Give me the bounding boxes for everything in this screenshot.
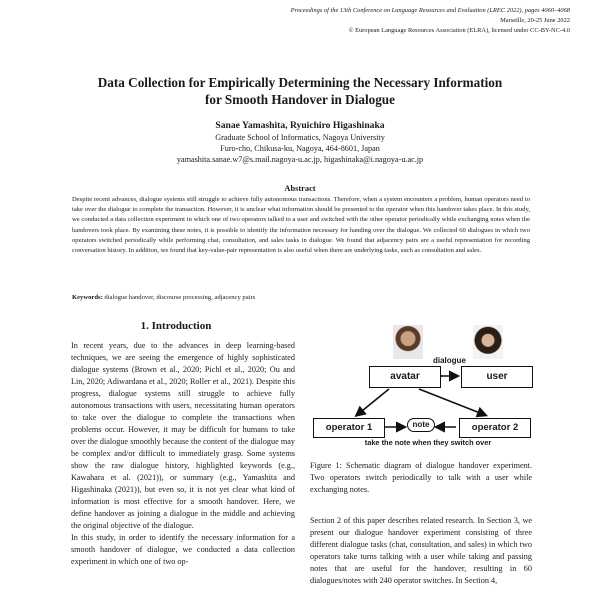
header-line-2: Marseille, 20-25 June 2022 xyxy=(500,17,570,24)
operator-2-box: operator 2 xyxy=(459,418,531,438)
proceedings-header xyxy=(50,6,570,36)
avatar-to-operator2-arrow xyxy=(419,389,485,415)
affiliation-line-2: Furo-cho, Chikusa-ku, Nagoya, 464-8601, Japan xyxy=(220,144,380,153)
keywords-label: Keywords: xyxy=(72,294,103,301)
abstract-text: Despite recent advances, dialogue systems still struggle to achieve fully autonomous transactions. Therefore, when a system encounters a problem, human operators need to take over the dialogue to complete the transaction. However, it is unclear what information should be presented to the operator when this handover takes place. In this study, we conducted a data collection experiment in which one of two operators talked to a user and switched with the other operator periodically while exchanging notes when the handovers took place. By examining these notes, it is possible to identify the information necessary for handing over the dialogue. We collected 60 dialogues in which two operators switched periodically while performing chat, consultation, and sales tasks in dialogue. We found that adjacency pairs are a useful representation for recording conversation history. In addition, we found that key-value-pair representation is also useful when there are underlying tasks, such as consultation and sales. xyxy=(72,196,530,255)
note-box: note xyxy=(407,418,435,432)
header-line-1: Proceedings of the 13th Conference on Language Resources and Evaluation (LREC 2022), pages 4060–4068 xyxy=(290,7,570,14)
title-line-2: for Smooth Handover in Dialogue xyxy=(204,92,395,107)
affiliation xyxy=(0,132,600,165)
avatar-to-operator1-arrow xyxy=(357,389,389,415)
take-note-label: take the note when they switch over xyxy=(364,438,492,447)
section-heading-introduction: 1. Introduction xyxy=(140,320,212,332)
right-column-paragraph: Section 2 of this paper describes related research. In Section 3, we present our dialogue handover experiment consisting of three different dialogue tasks (chat, consultation, and sales) in which two operators take turns talking with a user while taking and passing notes that are useful for the handover, resulting in 60 dialogues/notes with 240 operator switches. In Section 4, xyxy=(310,516,532,585)
user-box: user xyxy=(461,366,533,388)
introduction-body xyxy=(71,340,295,568)
intro-paragraph-2: In this study, in order to identify the necessary information for a smooth handover of dialogue, we conducted a data collection experiment in which one of two op- xyxy=(71,533,295,566)
figure-1 xyxy=(307,315,539,465)
authors: Sanae Yamashita, Ryuichiro Higashinaka xyxy=(215,120,385,131)
header-line-3: © European Language Resources Association (ELRA), licensed under CC-BY-NC-4.0 xyxy=(348,27,570,34)
keywords xyxy=(72,293,530,303)
paper-title xyxy=(40,74,560,108)
abstract-heading: Abstract xyxy=(284,184,316,193)
figure-1-caption: Figure 1: Schematic diagram of dialogue handover experiment. Two operators switch periodically to talk with a user while exchanging notes. xyxy=(310,461,532,494)
affiliation-emails: yamashita.sanae.w7@s.mail.nagoya-u.ac.jp, higashinaka@i.nagoya-u.ac.jp xyxy=(176,155,424,164)
dialogue-label: dialogue xyxy=(433,356,466,365)
operator-1-box: operator 1 xyxy=(313,418,385,438)
intro-paragraph-1: In recent years, due to the advances in deep learning-based techniques, we are seeing the emergence of highly sophisticated dialogue systems (Brown et al., 2020; Pichl et al., 2020; Ou and Lin, 2020; Adiwardana et al., 2020; Roller et al., 2021). Despite this progress, dialogue systems still struggle to achieve fully autonomous transactions with users, necessitating human operators to take over the dialogue to complete the transactions when problems occur. However, it may be difficult for humans to take over the dialogue smoothly because the content of the dialogue may be complex and/or difficult to immediately grasp. Some systems show the raw dialogue history, highlighted keywords (e.g., Kawahara et al. (2021)), or summary (e.g., Yamashita and Higashinaka (2021)), but even so, it is not yet clear what kind of information is most effective for a smooth handover. Here, we define handover as joining a dialogue in the middle and achieving the original objective of the dialogue. xyxy=(71,341,295,530)
title-line-1: Data Collection for Empirically Determining the Necessary Information xyxy=(97,75,503,90)
avatar-box: avatar xyxy=(369,366,441,388)
keywords-text: dialogue handover, discourse processing, adjacency pairs xyxy=(102,294,256,301)
affiliation-line-1: Graduate School of Informatics, Nagoya University xyxy=(215,133,385,142)
